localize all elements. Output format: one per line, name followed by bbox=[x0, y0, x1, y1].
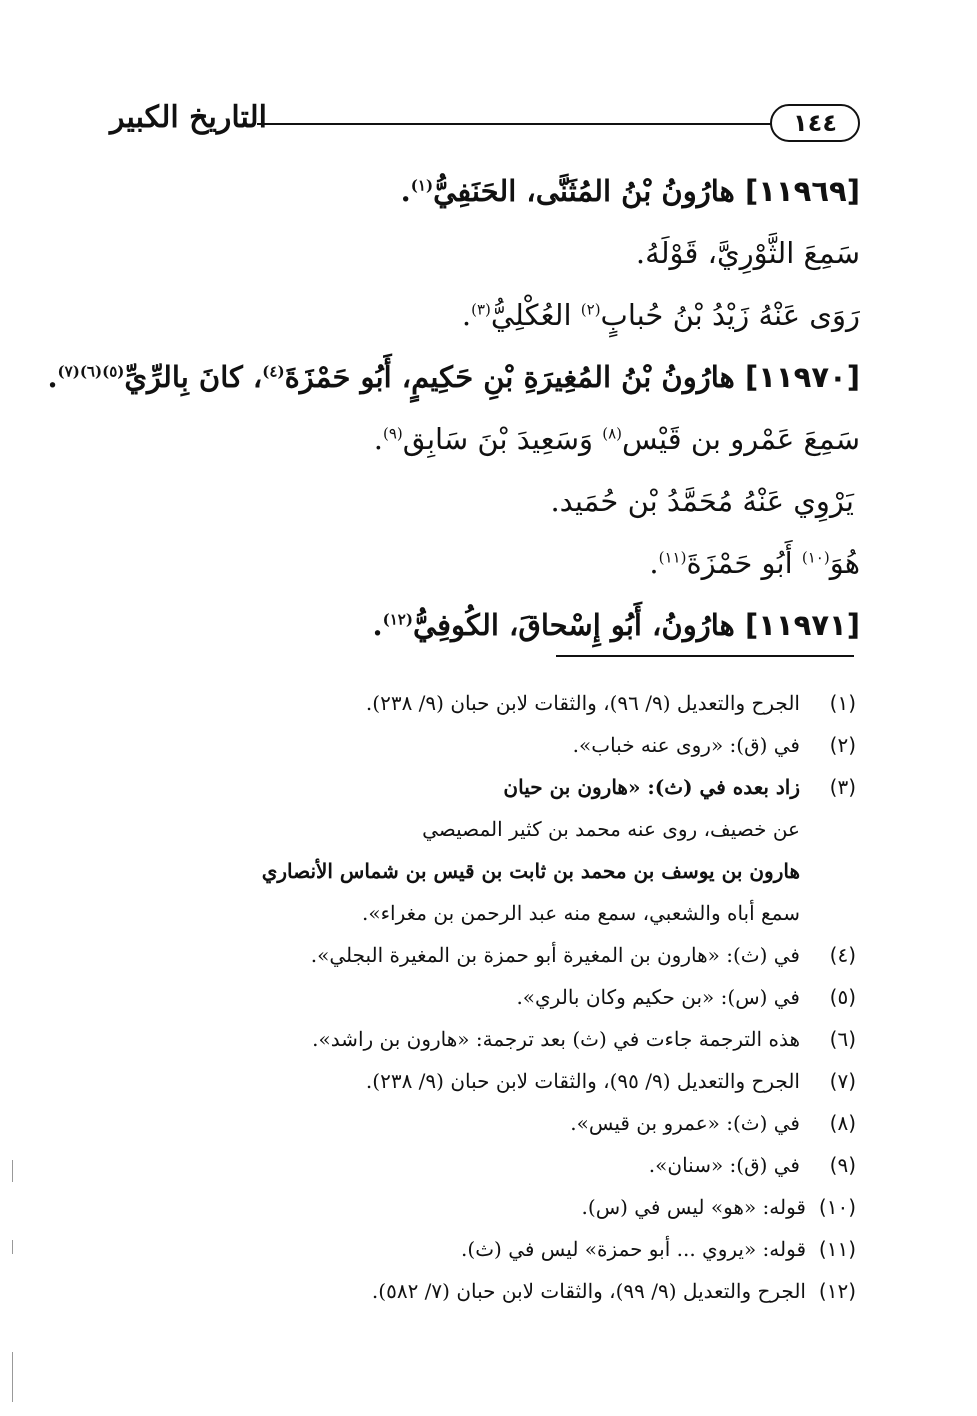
footnote-9 bbox=[150, 1144, 856, 1186]
footnote-5 bbox=[150, 976, 856, 1018]
footnote-12 bbox=[150, 1270, 856, 1312]
footnote-number: (٤) bbox=[829, 943, 856, 967]
footnote-2 bbox=[150, 724, 856, 766]
footnote-7 bbox=[150, 1060, 856, 1102]
footnote-text: في (ث): «هارون بن المغيرة أبو حمزة بن المغيرة البجلي». bbox=[310, 943, 800, 967]
footnote-10 bbox=[150, 1186, 856, 1228]
scan-edge-mark bbox=[12, 1240, 13, 1254]
line-end: . bbox=[372, 608, 383, 642]
footnote-number: (١٠) bbox=[818, 1195, 856, 1219]
line-end: . bbox=[649, 546, 659, 580]
footnote-text: في (ق): «سنان». bbox=[648, 1153, 800, 1177]
footnote-text: عن خصيف، روى عنه محمد بن كثير المصيصي bbox=[422, 817, 800, 841]
text-line bbox=[150, 532, 860, 594]
footnote-ref: (٩) bbox=[383, 424, 403, 443]
footnote-3-continued bbox=[150, 808, 856, 850]
footnote-ref: (١) bbox=[410, 176, 434, 195]
footnote-3 bbox=[150, 766, 856, 808]
line-text: أَبُو حَمْزَةَ bbox=[686, 546, 793, 580]
text-line bbox=[150, 470, 860, 532]
entry-name: ، كانَ بِالرِّيِّ bbox=[124, 360, 263, 394]
entry-name: هارُونُ بْنُ المُثَنَّى، الحَنَفِيُّ bbox=[433, 174, 735, 208]
line-text: سَمِعَ الثَّوْرِيَّ، قَوْلَهُ. bbox=[635, 236, 860, 270]
footnote-text: في (ث): «عمرو بن قيس». bbox=[570, 1111, 800, 1135]
line-text: يَرْوِي عَنْهُ مُحَمَّدُ بْن حُمَيد. bbox=[550, 484, 854, 518]
footnote-number: (٢) bbox=[829, 733, 856, 757]
entry-name: هارُونُ، أَبُو إِسْحاقَ، الكُوفِيُّ bbox=[412, 608, 735, 642]
line-end: . bbox=[373, 422, 383, 456]
scan-edge-mark bbox=[12, 1352, 13, 1402]
footnote-text: سمع أباه والشعبي، سمع منه عبد الرحمن بن مغراء». bbox=[362, 901, 800, 925]
entry-number: [١١٩٧١] bbox=[744, 608, 860, 642]
footnote-4 bbox=[150, 934, 856, 976]
line-text: وَسَعِيدَ بْنَ سَابِق bbox=[402, 422, 594, 456]
text-line bbox=[150, 284, 860, 346]
footnote-text: زاد بعده في (ث): «هارون بن حيان bbox=[503, 775, 800, 799]
footnote-number: (٥) bbox=[829, 985, 856, 1009]
page-number-badge: ١٤٤ bbox=[770, 104, 860, 142]
footnote-ref: (٥)(٦)(٧) bbox=[57, 362, 125, 381]
book-title: التاريخ الكبير bbox=[110, 100, 268, 135]
footnote-number: (٩) bbox=[829, 1153, 856, 1177]
footnote-8 bbox=[150, 1102, 856, 1144]
text-line bbox=[150, 408, 860, 470]
main-text bbox=[47, 160, 860, 656]
footnote-1 bbox=[150, 682, 856, 724]
footnote-number: (٨) bbox=[829, 1111, 856, 1135]
footnote-separator bbox=[556, 655, 854, 657]
footnote-number: (١٢) bbox=[818, 1279, 856, 1303]
footnote-ref: (٤) bbox=[262, 362, 285, 381]
footnote-6 bbox=[150, 1018, 856, 1060]
entry-11971 bbox=[150, 594, 860, 656]
footnote-text: هارون بن يوسف بن محمد بن ثابت بن قيس بن شماس الأنصاري bbox=[261, 859, 800, 883]
text-line bbox=[150, 222, 860, 284]
footnote-text: الجرح والتعديل (٩/ ٩٥)، والثقات لابن حبان (٩/ ٢٣٨). bbox=[365, 1069, 800, 1093]
page-header bbox=[110, 98, 860, 150]
footnote-ref: (١١) bbox=[658, 548, 687, 567]
entry-number: [١١٩٦٩] bbox=[744, 174, 860, 208]
footnote-number: (١١) bbox=[818, 1237, 856, 1261]
header-rule bbox=[257, 123, 772, 125]
footnote-11 bbox=[150, 1228, 856, 1270]
line-text: سَمِعَ عَمْرو بن قَيْس bbox=[622, 422, 860, 456]
entry-11969 bbox=[150, 160, 860, 222]
footnote-3-continued bbox=[150, 892, 856, 934]
footnote-ref: (١٢) bbox=[382, 610, 413, 629]
line-text: هُوَ bbox=[829, 546, 860, 580]
footnote-text: قوله: «يروي ... أبو حمزة» ليس في (ث). bbox=[461, 1237, 806, 1261]
footnote-text: الجرح والتعديل (٩/ ٩٩)، والثقات لابن حبان (٧/ ٥٨٢). bbox=[371, 1279, 806, 1303]
footnote-ref: (١٠) bbox=[801, 548, 830, 567]
footnote-text: هذه الترجمة جاءت في (ث) بعد ترجمة: «هارون بن راشد». bbox=[312, 1027, 800, 1051]
footnote-ref: (٢) bbox=[580, 300, 601, 319]
line-text: رَوَى عَنْهُ زَيْدُ بْنُ حُبابٍ bbox=[600, 298, 860, 332]
line-text: العُكْلِيُّ bbox=[490, 298, 572, 332]
footnote-ref: (٨) bbox=[602, 424, 623, 443]
scan-edge-mark bbox=[12, 1160, 13, 1182]
footnote-3-continued bbox=[150, 850, 856, 892]
footnote-number: (١) bbox=[829, 691, 856, 715]
footnote-text: في (ق): «روى عنه خباب». bbox=[572, 733, 800, 757]
footnote-number: (٦) bbox=[829, 1027, 856, 1051]
footnote-ref: (٣) bbox=[471, 300, 491, 319]
line-end: . bbox=[47, 360, 58, 394]
entry-11970 bbox=[47, 346, 860, 408]
footnote-text: قوله: «هو» ليس في (س). bbox=[581, 1195, 806, 1219]
entry-name: هارُونُ بْنُ المُغِيرَةِ بْنِ حَكِيمٍ، أَبُو حَمْزَةَ bbox=[284, 360, 735, 394]
footnote-text: الجرح والتعديل (٩/ ٩٦)، والثقات لابن حبان (٩/ ٢٣٨). bbox=[365, 691, 800, 715]
footnotes bbox=[150, 682, 856, 1312]
line-end: . bbox=[461, 298, 472, 332]
entry-number: [١١٩٧٠] bbox=[744, 360, 860, 394]
footnote-number: (٧) bbox=[829, 1069, 856, 1093]
footnote-text: في (س): «بن حكيم وكان بالري». bbox=[516, 985, 800, 1009]
line-end: . bbox=[400, 174, 411, 208]
footnote-number: (٣) bbox=[829, 775, 856, 799]
